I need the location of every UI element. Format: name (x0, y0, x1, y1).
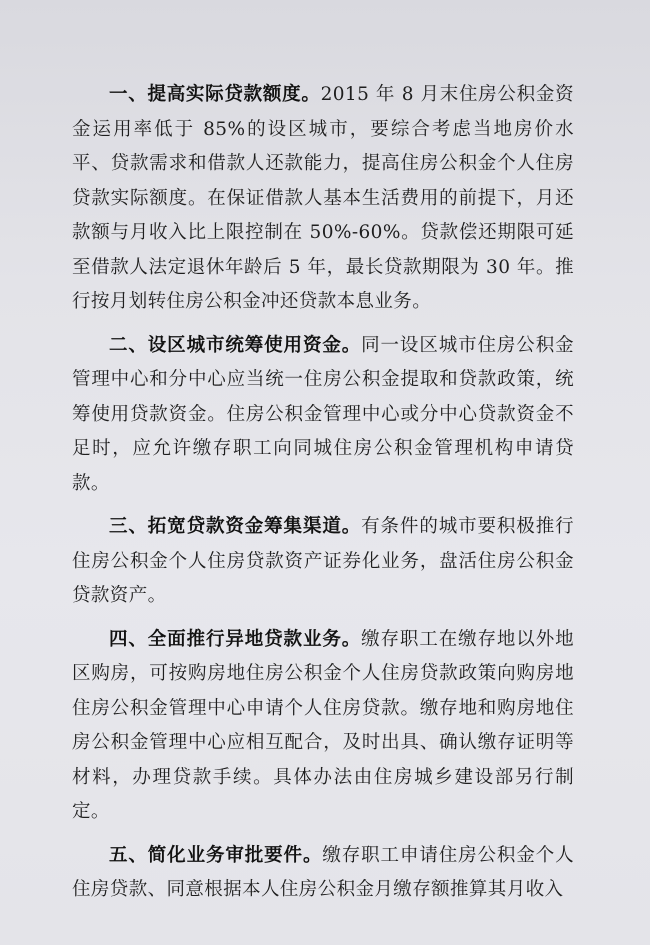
paragraph-2-text: 同一设区城市住房公积金管理中心和分中心应当统一住房公积金提取和贷款政策，统筹使用贷款资金。住房公积金管理中心或分中心贷款资金不足时，应允许缴存职工向同城住房公积金管理机构申请贷款。 (72, 334, 574, 494)
paragraph-5-heading: 五、简化业务审批要件。 (109, 844, 323, 866)
paragraph-1-text: 2015 年 8 月末住房公积金资金运用率低于 85%的设区城市，要综合考虑当地房价水平、贷款需求和借款人还款能力，提高住房公积金个人住房贷款实际额度。在保证借款人基本生活费用的前提下，月还款额与月收入比上限控制在 50%-60%。贷款偿还期限可延至借款人法定退休年龄后 5 年，最长贷款期限为 30 年。推行按月划转住房公积金冲还贷款本息业务。 (72, 84, 575, 312)
paragraph-3 (72, 510, 574, 614)
paragraph-1 (72, 78, 574, 320)
document-body (72, 78, 574, 917)
paragraph-4-text: 缴存职工在缴存地以外地区购房，可按购房地住房公积金个人住房贷款政策向购房地住房公积金管理中心申请个人住房贷款。缴存地和购房地住房公积金管理中心应相互配合，及时出具、确认缴存证明等材料，办理贷款手续。具体办法由住房城乡建设部另行制定。 (72, 628, 574, 822)
paragraph-5 (72, 839, 574, 908)
paragraph-2 (72, 329, 574, 502)
paragraph-5-text: 缴存职工申请住房公积金个人住房贷款、同意根据本人住房公积金月缴存额推算其月收入 (72, 844, 575, 900)
paragraph-4-heading: 四、全面推行异地贷款业务。 (109, 628, 362, 650)
paragraph-3-heading: 三、拓宽贷款资金筹集渠道。 (109, 516, 362, 537)
paragraph-4 (72, 623, 574, 830)
paragraph-1-heading: 一、提高实际贷款额度。 (109, 84, 321, 105)
paragraph-3-text: 有条件的城市要积极推行住房公积金个人住房贷款资产证券化业务，盘活住房公积金贷款资产。 (72, 516, 574, 606)
paragraph-2-heading: 二、设区城市统筹使用资金。 (109, 334, 362, 356)
